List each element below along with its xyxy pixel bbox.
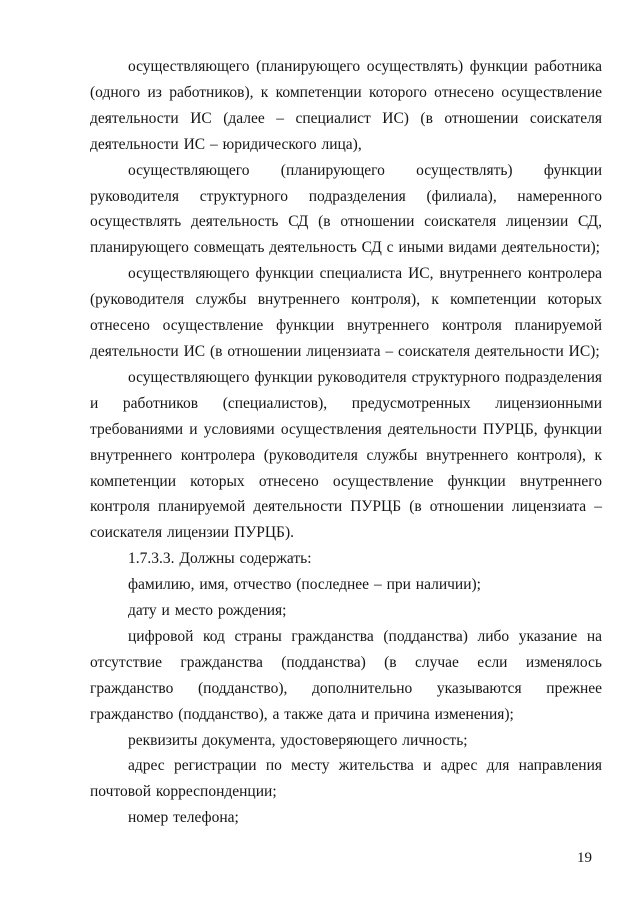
- document-paragraph: осуществляющего функции руководителя структурного подразделения и работников (специалистов), предусмотренных лицензионными требованиями и условиями осуществления деятельности ПУРЦБ, функции внутреннего контролера (руководителя службы внутреннего контроля), к компетенции которых отнесено осуществление функции внутреннего контроля планируемой деятельности ПУРЦБ (в отношении лицензиата – соискателя лицензии ПУРЦБ).: [90, 368, 602, 542]
- document-paragraph: дату и место рождения;: [128, 602, 287, 620]
- document-paragraph: осуществляющего функции специалиста ИС, внутреннего контролера (руководителя службы внутреннего контроля), к компетенции которых отнесено осуществление функции внутреннего контроля планируемой деятельности ИС (в отношении лицензиата – соискателя деятельности ИС);: [90, 265, 602, 360]
- document-paragraph: фамилию, имя, отчество (последнее – при наличии);: [128, 576, 481, 594]
- document-section-heading: 1.7.3.3. Должны содержать:: [128, 550, 312, 568]
- document-paragraph: осуществляющего (планирующего осуществлять) функции работника (одного из работников), к компетенции которого отнесено осуществление деятельности ИС (далее – специалист ИС) (в отношении соискателя деятельности ИС – юридического лица),: [90, 58, 602, 153]
- document-body: [90, 54, 602, 831]
- document-paragraph: цифровой код страны гражданства (подданства) либо указание на отсутствие гражданства (подданства) (в случае если изменялось гражданство (подданство), дополнительно указываются прежнее гражданство (подданство), а также дата и причина изменения);: [90, 627, 602, 723]
- document-paragraph: осуществляющего (планирующего осуществлять) функции руководителя структурного подразделения (филиала), намеренного осуществлять деятельность СД (в отношении соискателя лицензии СД, планирующего совмещать деятельность СД с иными видами деятельности);: [90, 161, 602, 257]
- document-paragraph: номер телефона;: [128, 809, 239, 827]
- document-paragraph: реквизиты документа, удостоверяющего личность;: [128, 731, 468, 749]
- document-paragraph: адрес регистрации по месту жительства и адрес для направления почтовой корреспонденции;: [90, 757, 602, 801]
- page-number: 19: [577, 850, 592, 866]
